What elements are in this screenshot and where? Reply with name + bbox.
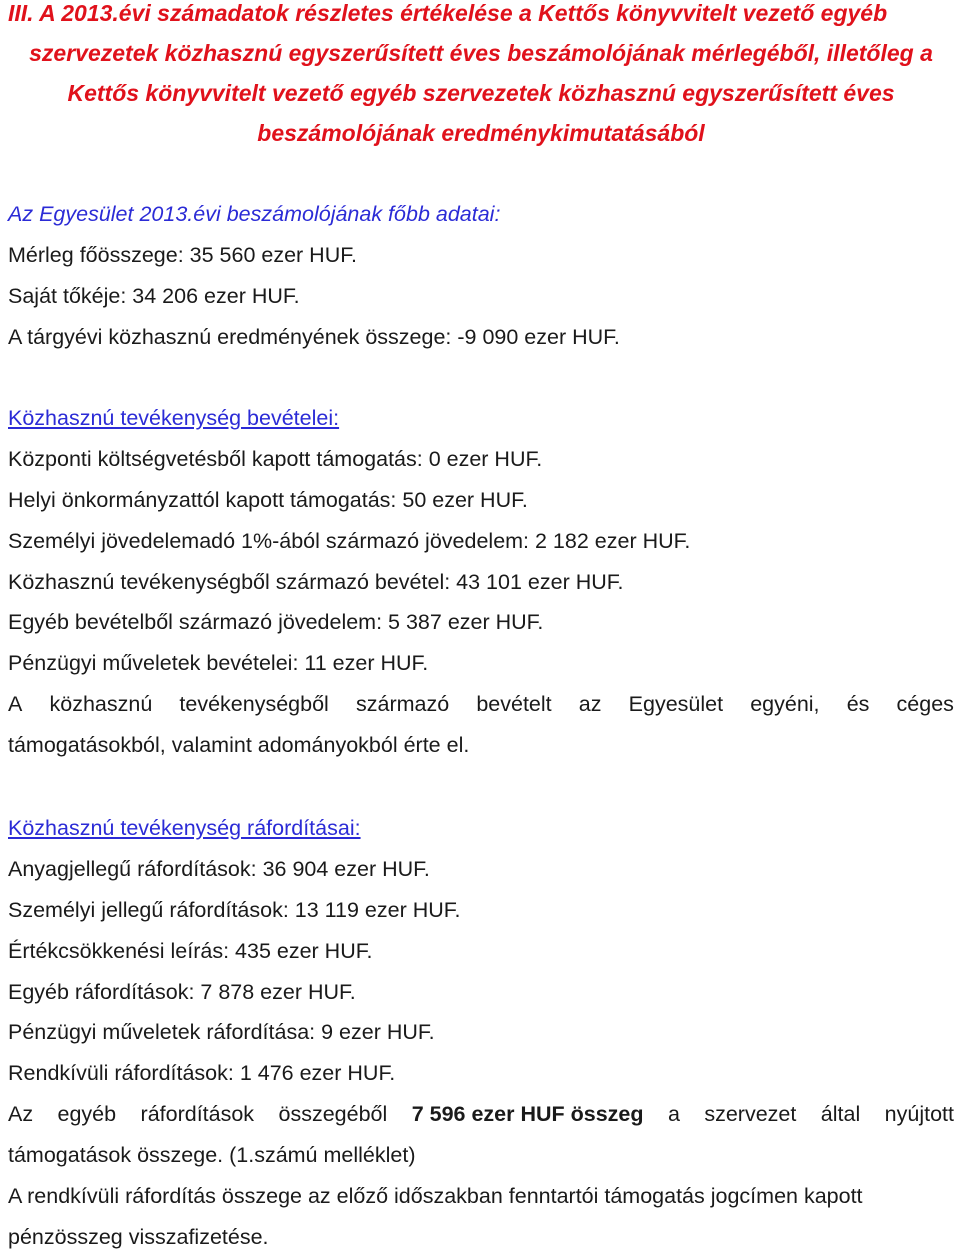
income-line: Egyéb bevételből származó jövedelem: 5 387 ezer HUF.: [8, 610, 544, 635]
summary-line: Mérleg főösszege: 35 560 ezer HUF.: [8, 242, 357, 267]
summary-section: [8, 194, 954, 358]
expenses-heading: Közhasznú tevékenység ráfordításai:: [8, 816, 361, 840]
note-word: a: [667, 1102, 680, 1127]
note-word: összegéből: [278, 1102, 388, 1127]
expense-line: Egyéb ráfordítások: 7 878 ezer HUF.: [8, 979, 356, 1004]
note-word: szervezet: [704, 1102, 797, 1127]
note-word: egyéb: [57, 1102, 117, 1127]
income-line: Helyi önkormányzattól kapott támogatás: 50 ezer HUF.: [8, 487, 528, 512]
title-line: beszámolójának eredménykimutatásából: [257, 120, 705, 146]
income-line: Személyi jövedelemadó 1%-ából származó jövedelem: 2 182 ezer HUF.: [8, 528, 691, 553]
expense-line: Pénzügyi műveletek ráfordítása: 9 ezer HUF.: [8, 1020, 435, 1045]
note-word: és: [846, 692, 870, 717]
support-note-line2: támogatások összege. (1.számú melléklet): [8, 1143, 416, 1168]
expense-line: Személyi jellegű ráfordítások: 13 119 ezer HUF.: [8, 897, 461, 922]
note-word: közhasznú: [49, 692, 153, 717]
income-note-line2: támogatásokból, valamint adományokból érte el.: [8, 733, 470, 758]
extraordinary-note-line1: A rendkívüli ráfordítás összege az előző időszakban fenntartói támogatás jogcímen kapott: [8, 1184, 863, 1209]
income-section: [8, 398, 954, 766]
note-word: bevételt: [476, 692, 552, 717]
expense-line: Rendkívüli ráfordítások: 1 476 ezer HUF.: [8, 1061, 396, 1086]
income-note-line: [8, 684, 954, 725]
income-heading: Közhasznú tevékenység bevételei:: [8, 406, 340, 430]
support-amount: 7 596 ezer HUF összeg: [411, 1102, 644, 1127]
note-word: céges: [896, 692, 954, 717]
summary-line: A tárgyévi közhasznú eredményének összege: -9 090 ezer HUF.: [8, 324, 620, 349]
note-word: Egyesület: [628, 692, 724, 717]
extraordinary-note-line2: pénzösszeg visszafizetése.: [8, 1224, 269, 1249]
title-line: Kettős könyvvitelt vezető egyéb szervezetek közhasznú egyszerűsített éves: [67, 80, 895, 106]
support-note-line: [8, 1094, 954, 1135]
note-word: A: [8, 692, 23, 717]
summary-heading: Az Egyesület 2013.évi beszámolójának főbb adatai:: [8, 202, 501, 226]
note-word: egyéni,: [750, 692, 820, 717]
income-line: Közhasznú tevékenységből származó bevétel: 43 101 ezer HUF.: [8, 569, 624, 594]
note-word: származó: [355, 692, 450, 717]
note-word: nyújtott: [884, 1102, 954, 1127]
title-line: III. A 2013.évi számadatok részletes értékelése a Kettős könyvvitelt vezető egyéb: [8, 0, 888, 26]
note-word: ráfordítások: [140, 1102, 255, 1127]
income-line: Pénzügyi műveletek bevételei: 11 ezer HUF.: [8, 651, 429, 676]
income-line: Központi költségvetésből kapott támogatás: 0 ezer HUF.: [8, 446, 543, 471]
expenses-section: [8, 808, 954, 1258]
note-word: Az: [8, 1102, 34, 1127]
note-word: által: [820, 1102, 861, 1127]
summary-line: Saját tőkéje: 34 206 ezer HUF.: [8, 283, 300, 308]
expense-line: Értékcsökkenési leírás: 435 ezer HUF.: [8, 938, 373, 963]
title-line: szervezetek közhasznú egyszerűsített éves beszámolójának mérlegéből, illetőleg a: [29, 40, 933, 66]
section-title: [8, 0, 954, 153]
note-word: az: [578, 692, 602, 717]
note-word: tevékenységből: [179, 692, 329, 717]
expense-line: Anyagjellegű ráfordítások: 36 904 ezer HUF.: [8, 856, 430, 881]
